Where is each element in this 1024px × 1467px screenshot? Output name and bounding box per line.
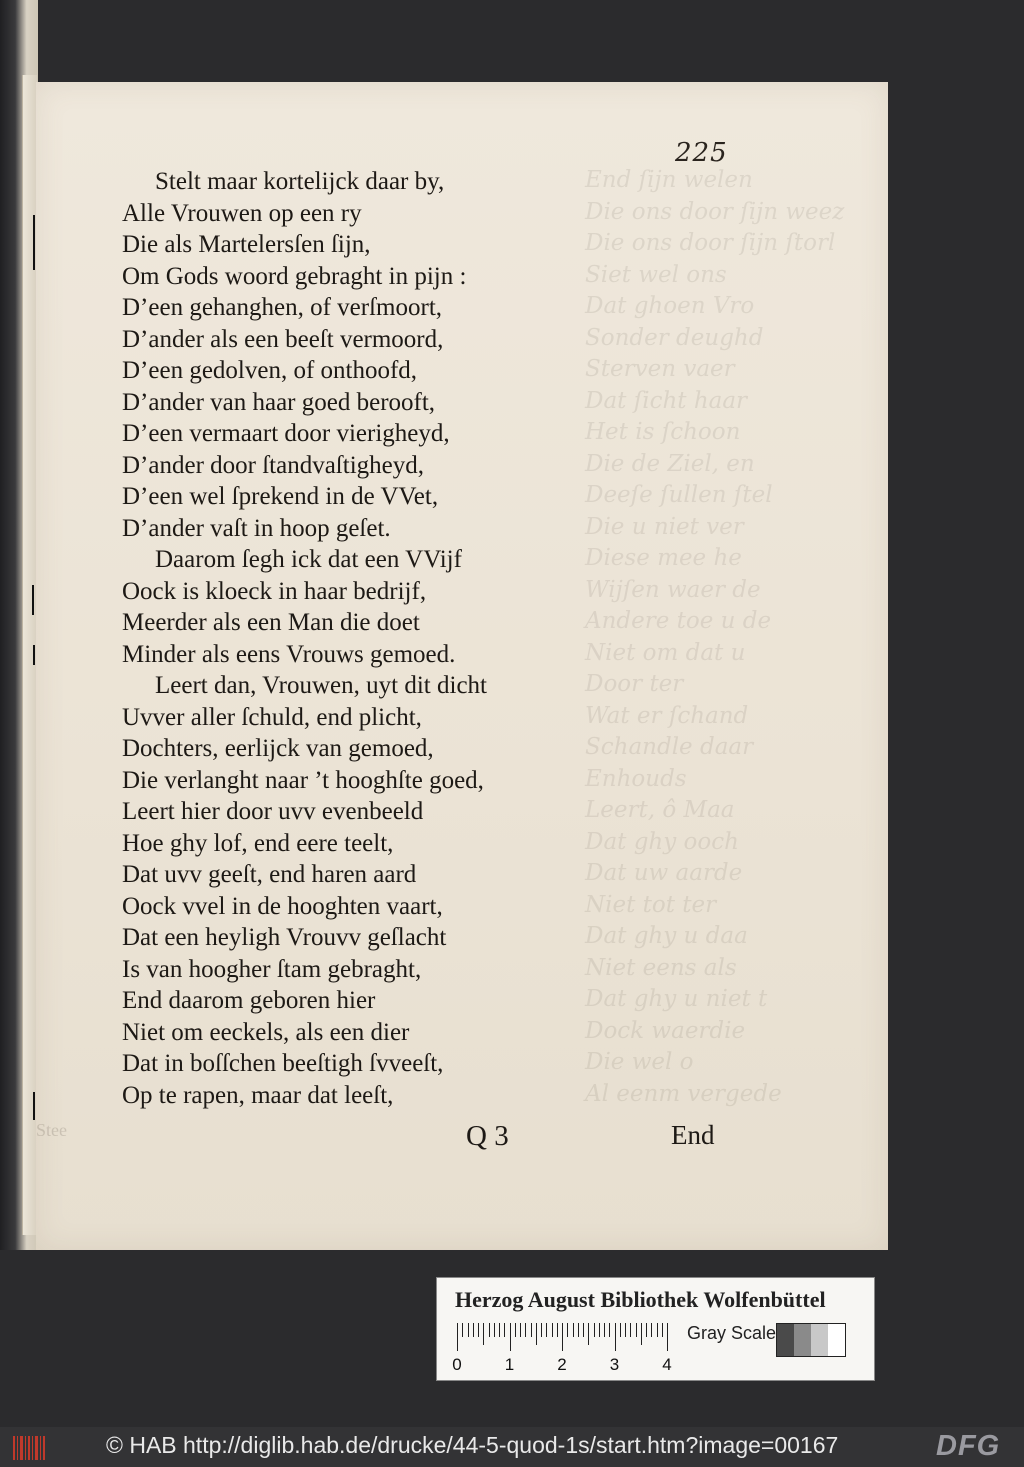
- ruler-tick: [615, 1323, 616, 1351]
- page-number: 225: [675, 138, 728, 168]
- gray-scale-label: Gray Scale: [687, 1323, 777, 1343]
- ruler-tick: [646, 1323, 647, 1337]
- poem-line: Oock is kloeck in haar bedrijf,: [122, 577, 427, 605]
- ruler-tick: [552, 1323, 553, 1337]
- library-name: Herzog August Bibliothek Wolfenbüttel: [455, 1287, 826, 1312]
- ruler-tick: [583, 1323, 584, 1337]
- poem-line: Hoe ghy lof, end eere teelt,: [122, 829, 394, 857]
- poem-line: Oock vvel in de hooghten vaart,: [122, 892, 443, 920]
- binding-mark: [33, 215, 35, 270]
- ruler-number: 3: [609, 1355, 620, 1374]
- poem-line: Stelt maar kortelijck daar by,: [155, 168, 445, 195]
- copyright-link[interactable]: © HAB http://diglib.hab.de/drucke/44-5-quod-1s/start.htm?image=00167: [106, 1432, 839, 1458]
- ruler-tick: [510, 1323, 511, 1351]
- poem-line: Die verlanght naar ’t hooghſte goed,: [122, 766, 484, 794]
- binding-mark: [33, 1092, 35, 1120]
- poem-line: D’een gehanghen, of verſmoort,: [122, 294, 443, 321]
- ruler-tick: [531, 1323, 532, 1337]
- gray-swatch: [811, 1324, 828, 1356]
- poem-line: D’een gedolven, of onthoofd,: [122, 357, 418, 384]
- ruler-number: 2: [557, 1355, 567, 1374]
- ruler-tick: [457, 1323, 458, 1351]
- ruler-tick: [625, 1323, 626, 1337]
- poem-line: Op te rapen, maar dat leeſt,: [122, 1081, 394, 1109]
- ruler-tick: [588, 1323, 589, 1345]
- gray-scale-swatches: [776, 1323, 846, 1357]
- ruler-tick: [483, 1323, 484, 1345]
- ruler-tick: [520, 1323, 521, 1337]
- ruler-tick: [620, 1323, 621, 1337]
- poem-line: Daarom ſegh ick dat een VVijf: [155, 546, 462, 573]
- poem-line: Om Gods woord gebraght in pijn :: [122, 262, 467, 290]
- adjacent-page-edge: [0, 0, 38, 1250]
- poem-line: D’een wel ſprekend in de VVet,: [122, 483, 439, 510]
- ruler-tick: [651, 1323, 652, 1337]
- ruler-tick: [557, 1323, 558, 1337]
- ruler-tick: [478, 1323, 479, 1337]
- color-scale-card: [436, 1277, 875, 1381]
- poem-line: Meerder als een Man die doet: [122, 609, 420, 636]
- ruler-tick: [657, 1323, 658, 1337]
- ruler-tick: [636, 1323, 637, 1337]
- poem-line: Leert hier door uvv evenbeeld: [122, 798, 424, 825]
- gray-swatch: [828, 1324, 845, 1356]
- ruler-tick: [578, 1323, 579, 1337]
- gray-swatch: [777, 1324, 794, 1356]
- ruler-tick: [599, 1323, 600, 1337]
- poem-line: Dat uvv geeſt, end haren aard: [122, 861, 417, 888]
- poem-line: Die als Martelersſen ſijn,: [122, 231, 371, 258]
- ruler-tick: [468, 1323, 469, 1337]
- ruler-tick: [641, 1323, 642, 1345]
- dfg-logo: DFG: [936, 1430, 1001, 1462]
- poem-line: End daarom geboren hier: [122, 987, 376, 1014]
- poem-line: Niet om eeckels, als een dier: [122, 1018, 410, 1046]
- ruler-number: 4: [662, 1355, 672, 1374]
- ruler-tick: [536, 1323, 537, 1345]
- poem-line: Dat in boſſchen beeſtigh ſvveeſt,: [122, 1050, 444, 1077]
- ruler-number: 1: [504, 1355, 515, 1374]
- gray-swatch: [794, 1324, 811, 1356]
- ruler-tick: [604, 1323, 605, 1337]
- signature-mark: Q 3: [466, 1120, 509, 1152]
- poem-line: Dochters, eerlijck van gemoed,: [122, 735, 434, 762]
- ruler-tick: [504, 1323, 505, 1337]
- ruler-tick: [667, 1323, 668, 1351]
- poem-line: Alle Vrouwen op een ry: [122, 199, 362, 227]
- ruler-tick: [515, 1323, 516, 1337]
- ruler-tick: [525, 1323, 526, 1337]
- bleed-through-text: Stee: [36, 1120, 67, 1140]
- ruler-number: 0: [452, 1355, 462, 1374]
- poem-line: Is van hoogher ſtam gebraght,: [122, 955, 422, 983]
- ruler-tick: [562, 1323, 563, 1351]
- ruler-tick: [546, 1323, 547, 1337]
- poem-line: Leert dan, Vrouwen, uyt dit dicht: [155, 672, 487, 699]
- ruler: [452, 1323, 672, 1374]
- ruler-tick: [473, 1323, 474, 1337]
- footer-bar: [0, 1427, 1024, 1467]
- ruler-tick: [494, 1323, 495, 1337]
- ruler-tick: [630, 1323, 631, 1337]
- binding-mark: [32, 585, 34, 615]
- poem-line: D’ander vaſt in hoop geſet.: [122, 514, 391, 542]
- poem-text: [122, 166, 682, 1111]
- poem-line: D’een vermaart door vierigheyd,: [122, 420, 450, 447]
- catchword: End: [671, 1120, 715, 1150]
- poem-line: D’ander van haar goed berooft,: [122, 388, 436, 416]
- ruler-tick: [609, 1323, 610, 1337]
- ruler-tick: [594, 1323, 595, 1337]
- bleed-through-text: End ſijn welen Die ons door ſijn weez Die ons door ſijn ſtorl Siet wel ons Dat ghoen Vro Sonder deughd Sterven vaer Dat ſicht haar Het is ſchoon Die de Ziel, en Deeſe ſullen ſtel Die u niet ver Diese mee he Wijſen waer de Andere toe u de Niet om dat u Door ter Wat er ſchand Schandle daar Enhouds Leert, ô Maa Dat ghy ooch Dat uw aarde Niet tot ter Dat ghy u daa Niet eens als Dat ghy u niet t Dock waerdie Die wel o Al eenm vergede: [585, 167, 845, 1107]
- ruler-tick: [567, 1323, 568, 1337]
- barcode-icon: [12, 1433, 48, 1463]
- ruler-tick: [541, 1323, 542, 1337]
- poem-line: Dat een heyligh Vrouvv geſlacht: [122, 924, 447, 951]
- ruler-tick: [462, 1323, 463, 1337]
- ruler-tick: [499, 1323, 500, 1337]
- poem-line: D’ander als een beeſt vermoord,: [122, 325, 444, 353]
- binding-mark: [33, 645, 35, 665]
- ruler-tick: [662, 1323, 663, 1337]
- ruler-tick: [573, 1323, 574, 1337]
- poem-line: Minder als eens Vrouws gemoed.: [122, 640, 456, 668]
- poem-line: Uvver aller ſchuld, end plicht,: [122, 703, 422, 731]
- ruler-tick: [489, 1323, 490, 1337]
- poem-line: D’ander door ſtandvaſtigheyd,: [122, 451, 424, 479]
